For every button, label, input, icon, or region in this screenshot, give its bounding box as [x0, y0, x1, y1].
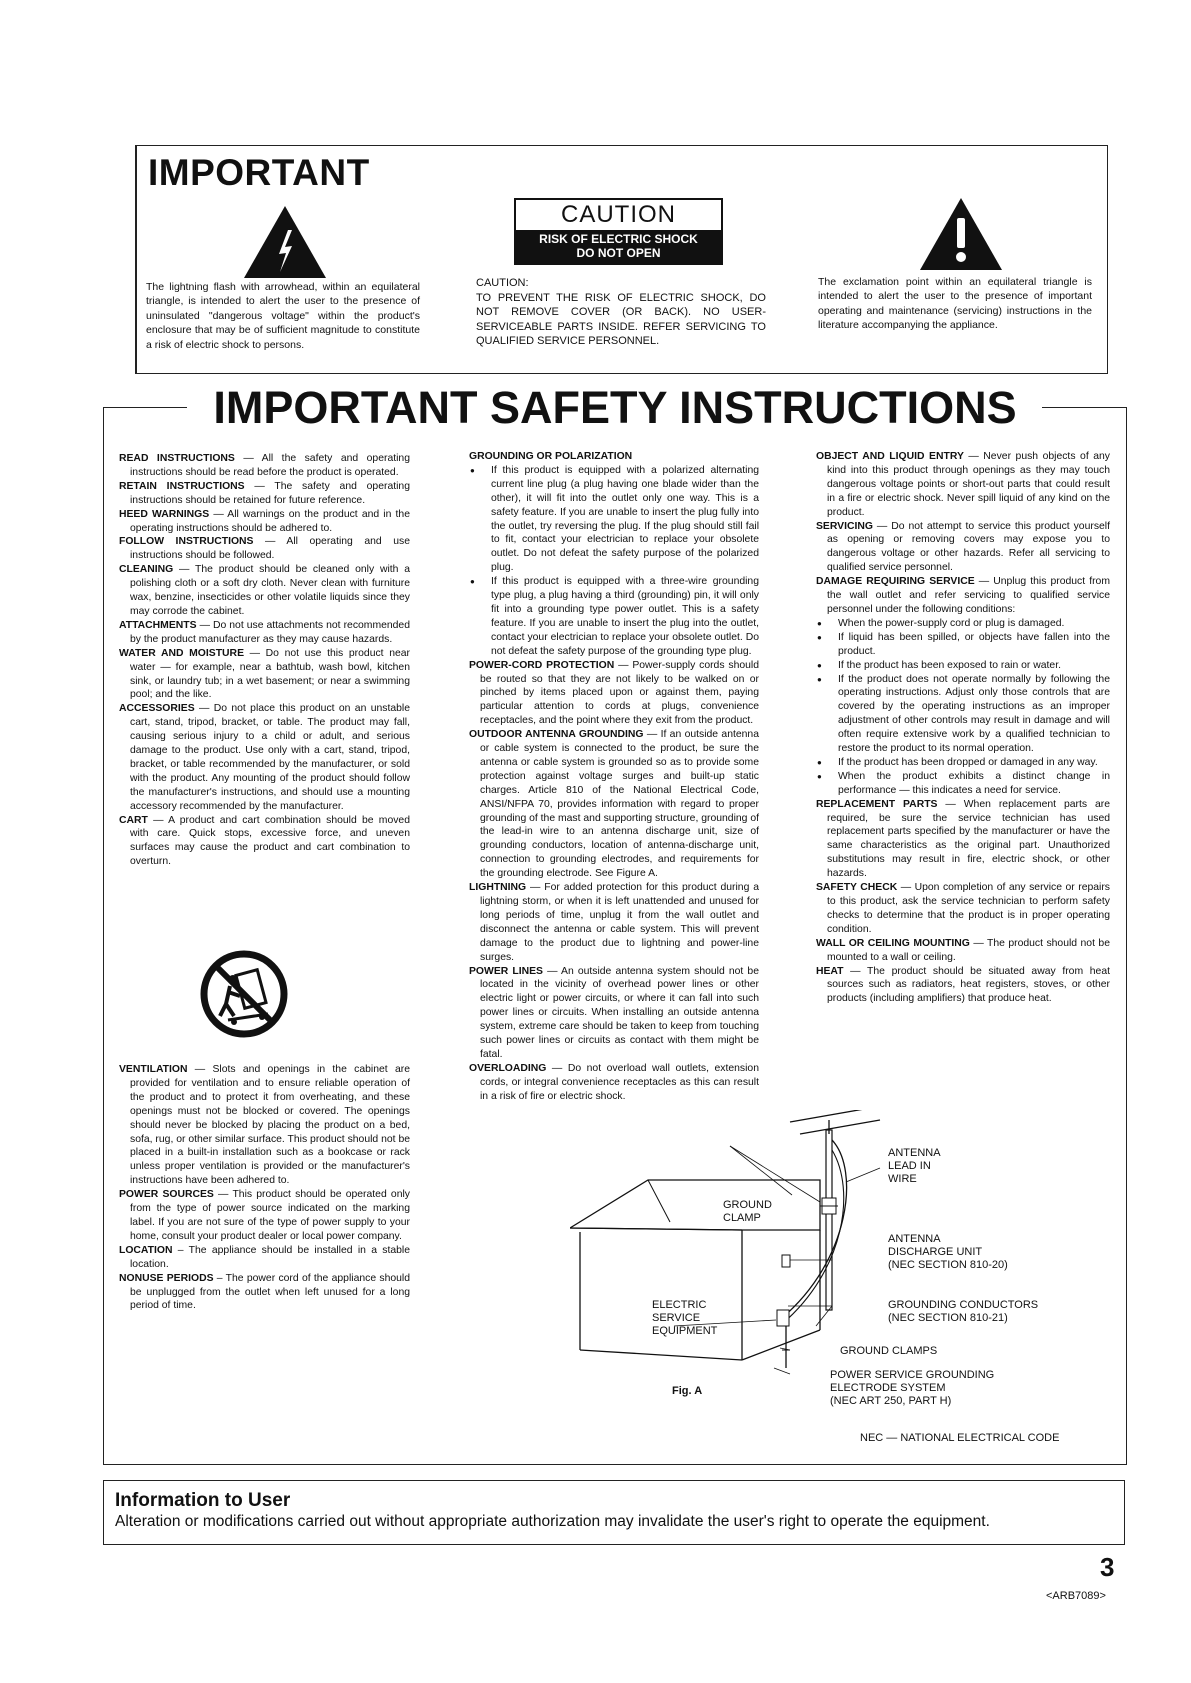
instruction-heading: POWER-CORD PROTECTION	[469, 659, 615, 671]
column-3	[816, 450, 1110, 1006]
page-number: 3	[1100, 1552, 1115, 1582]
instruction-text: — Never push objects of any kind into this product through openings as they may touch dangerous voltage points or short-out parts that could result in a fire or electric shock. Never spill liquid of any kind on the product.	[827, 451, 1110, 518]
instruction-text: — The product should be situated away from heat sources such as radiators, heat registers, stoves, or other products (including amplifiers) that produce heat.	[827, 965, 1110, 1005]
bullet-item: ● When the power-supply cord or plug is damaged.	[816, 617, 1110, 631]
safety-title: IMPORTANT SAFETY INSTRUCTIONS	[213, 382, 1017, 433]
instruction-text: — The product should not be mounted to a wall or ceiling.	[827, 937, 1110, 963]
instruction-text: — Unplug this product from the wall outlet and refer servicing to qualified service personnel under the following conditions:	[827, 576, 1110, 615]
bullet-item: ● If this product is equipped with a three-wire grounding type plug, a plug having a third (grounding) pin, it will only fit into a grounding type power outlet. This is a safety feature. If you are unable to insert the plug into the outlet, contact your electrician to replace your obsolete outlet. Do not defeat the safety purpose of the grounding type plug.	[469, 575, 759, 658]
lightning-triangle-icon	[242, 204, 328, 280]
instruction-heading: ACCESSORIES	[119, 703, 195, 715]
instruction-heading: LIGHTNING	[469, 882, 527, 894]
instruction-heading: VENTILATION	[119, 1064, 188, 1075]
label-ground-clamp: GROUND CLAMP	[723, 1199, 772, 1224]
instruction-text: — Do not overload wall outlets, extension cords, or integral convenience receptacles as this can result in a risk of fire or electric shock.	[480, 1062, 759, 1102]
instruction-item	[816, 520, 1110, 576]
caution-heading: CAUTION:	[476, 277, 529, 289]
instruction-text: — Upon completion of any service or repairs to this product, ask the service technician to perform safety checks to determine that the product is in proper operating condition.	[827, 882, 1111, 935]
instruction-text: — All warnings on the product and in the operating instructions should be adhered to.	[130, 508, 410, 534]
instruction-heading: DAMAGE REQUIRING SERVICE	[816, 576, 975, 588]
divider	[103, 407, 187, 408]
info-text: Alteration or modifications carried out without appropriate authorization may invalidate the user's right to operate the equipment.	[115, 1513, 990, 1530]
instruction-text: – The appliance should be installed in a stable location.	[130, 1244, 410, 1270]
cart-warning-icon	[200, 950, 288, 1038]
label-electric-service: ELECTRIC SERVICE EQUIPMENT	[652, 1299, 718, 1337]
instruction-text: — Power-supply cords should be routed so that they are not likely to be walked on or pinched by items placed upon or against them, paying particular attention to cords at plugs, convenience receptacles, and the point where they exit from the product.	[480, 659, 759, 727]
instruction-heading: HEAT	[816, 965, 844, 977]
bullet-item: ● If the product has been exposed to rain or water.	[816, 659, 1110, 673]
instruction-item	[816, 450, 1110, 520]
label-discharge-unit: ANTENNA DISCHARGE UNIT (NEC SECTION 810-20)	[888, 1233, 1008, 1271]
document-code: <ARB7089>	[1046, 1590, 1106, 1602]
instruction-text: — An outside antenna system should not be located in the vicinity of overhead power lines or other electric light or power circuits, or where it can fall into such power lines or circuits. When installing an outside antenna system, extreme care should be taken to keep from touching such power lines or circuits as contact with them might be fatal.	[480, 965, 759, 1060]
instruction-heading: POWER SOURCES	[119, 1189, 214, 1201]
service-conditions	[816, 617, 1110, 798]
instruction-text: — Do not use attachments not recommended by the product manufacturer as they may cause hazards.	[130, 619, 410, 645]
instruction-heading: SAFETY CHECK	[816, 882, 898, 894]
instruction-item	[469, 965, 759, 1062]
instruction-text: — Do not use this product near water — for example, near a bathtub, wash bowl, kitchen sink, or laundry tub; in a wet basement; or near a swimming pool; and the like.	[130, 647, 410, 701]
instruction-item	[119, 1188, 410, 1244]
instruction-item	[816, 937, 1110, 965]
nec-note: NEC — NATIONAL ELECTRICAL CODE	[860, 1432, 1060, 1444]
instruction-item	[816, 881, 1110, 937]
instruction-heading: OUTDOOR ANTENNA GROUNDING	[469, 729, 644, 741]
column-2	[469, 450, 759, 1104]
instruction-text: — Do not place this product on an unstable cart, stand, tripod, bracket, or table. The product may fall, causing serious injury to a child or adult, and serious damage to the product. Use only with a cart, stand, tripod, bracket, or table recommended by the manufacturer, or sold with the product. Any mounting of the product should follow the manufacturer's instructions, and should use a mounting accessory recommended by the manufacturer.	[130, 703, 410, 812]
label-ground-clamps: GROUND CLAMPS	[840, 1345, 938, 1357]
instruction-item	[816, 575, 1110, 617]
figure-caption: Fig. A	[672, 1385, 703, 1397]
instruction-heading: WATER AND MOISTURE	[119, 647, 244, 659]
instruction-heading: FOLLOW INSTRUCTIONS	[119, 536, 254, 548]
bullet-item: ● When the product exhibits a distinct change in performance — this indicates a need for service.	[816, 770, 1110, 798]
caution-word: CAUTION	[561, 201, 676, 228]
column-1-bottom	[119, 1063, 410, 1313]
instruction-text: — This product should be operated only from the type of power source indicated on the marking label. If you are not sure of the type of power supply to your home, consult your product dealer or local power company.	[130, 1189, 410, 1242]
instruction-heading: SERVICING	[816, 520, 873, 532]
instruction-item	[119, 702, 410, 813]
instruction-text: — The product should be cleaned only with a polishing cloth or a soft dry cloth. Never clean with furniture wax, benzine, insecticides or other volatile liquids since they may corrode the cabinet.	[130, 564, 410, 617]
instruction-item	[816, 798, 1110, 881]
instruction-heading: POWER LINES	[469, 965, 543, 977]
instruction-item	[119, 563, 410, 619]
instruction-item	[816, 965, 1110, 1007]
instruction-text: — When replacement parts are required, be sure the service technician has used replacement parts specified by the manufacturer or have the same characteristics as the original part. Unauthorized substitutions may result in fire, electric shock, or other hazards.	[827, 798, 1111, 880]
caution-text: TO PREVENT THE RISK OF ELECTRIC SHOCK, DO NOT REMOVE COVER (OR BACK). NO USER-SERVICEABLE PARTS INSIDE. REFER SERVICING TO QUALIFIED SERVICE PERSONNEL.	[476, 291, 766, 347]
instruction-heading: CLEANING	[119, 564, 174, 576]
label-grounding-conductors: GROUNDING CONDUCTORS (NEC SECTION 810-21)	[888, 1299, 1039, 1324]
instruction-heading: NONUSE PERIODS	[119, 1272, 214, 1284]
instruction-item	[469, 1062, 759, 1104]
instruction-heading: REPLACEMENT PARTS	[816, 798, 938, 810]
divider	[1042, 407, 1126, 408]
instruction-heading: CART	[119, 814, 148, 826]
instruction-text: — All the safety and operating instructions should be read before the product is operated.	[130, 453, 410, 478]
grounding-title: GROUNDING OR POLARIZATION	[469, 451, 633, 462]
bullet-item: ● If the product does not operate normally by following the operating instructions. Adjust only those controls that are covered by the operating instructions as an improper adjustment of other controls may result in damage and will often require extensive work by a qualified technician to restore the product to its normal operation.	[816, 673, 1110, 756]
instruction-item	[119, 814, 410, 870]
caution-band-line1: RISK OF ELECTRIC SHOCK	[539, 232, 698, 246]
instruction-text: — Slots and openings in the cabinet are provided for ventilation and to ensure reliable operation of the product and to protect it from overheating, and these openings must not be blocked or covered. The openings should never be blocked by placing the product on a bed, sofa, rug, or other similar surface. This product should not be placed in a built-in installation such as a bookcase or rack unless proper ventilation is provided or the manufacturer's instructions have been adhered to.	[130, 1064, 410, 1187]
instruction-item	[119, 647, 410, 703]
instruction-heading: READ INSTRUCTIONS	[119, 453, 235, 464]
caution-label-box	[514, 198, 723, 265]
caution-band-line2: DO NOT OPEN	[576, 246, 661, 260]
instruction-text: — Do not attempt to service this product yourself as opening or removing covers may expose you to dangerous voltage or other hazards. Refer all servicing to qualified service personnel.	[827, 520, 1110, 574]
instruction-text: — If an outside antenna or cable system is connected to the product, be sure the antenna or cable system is grounded so as to provide some protection against voltage surges and built-up static charges. Article 810 of the National Electrical Code, ANSI/NFPA 70, provides information with regard to proper grounding of the mast and supporting structure, grounding of the lead-in wire to an antenna discharge unit, size of grounding conductors, location of antenna-discharge unit, connection to grounding electrodes, and requirements for the grounding electrode. See Figure A.	[480, 729, 759, 880]
caution-statement	[476, 276, 766, 349]
exclamation-triangle-icon	[918, 196, 1004, 272]
instruction-item	[469, 728, 759, 881]
instruction-heading: LOCATION	[119, 1244, 173, 1256]
info-title: Information to User	[115, 1490, 291, 1511]
instruction-item	[119, 1063, 410, 1188]
instruction-text: — The safety and operating instructions should be retained for future reference.	[130, 480, 410, 506]
lightning-explanation: The lightning flash with arrowhead, within an equilateral triangle, is intended to alert the user to the presence of uninsulated "dangerous voltage" within the product's enclosure that may be of sufficient magnitude to constitute a risk of electric shock to persons.	[146, 281, 420, 351]
instruction-heading: WALL OR CEILING MOUNTING	[816, 937, 970, 949]
column-1-top	[119, 452, 410, 869]
instruction-heading: HEED WARNINGS	[119, 508, 210, 520]
instruction-item	[119, 452, 410, 480]
instruction-item	[119, 480, 410, 508]
instruction-item	[119, 1272, 410, 1314]
instruction-heading: ATTACHMENTS	[119, 619, 197, 631]
instruction-text: — A product and cart combination should be moved with care. Quick stops, excessive force, and uneven surfaces may cause the product and cart combination to overturn.	[130, 814, 410, 868]
grounding-bullets	[469, 464, 759, 659]
instruction-heading: RETAIN INSTRUCTIONS	[119, 480, 245, 492]
instruction-heading: OBJECT AND LIQUID ENTRY	[816, 451, 964, 462]
bullet-item: ● If the product has been dropped or damaged in any way.	[816, 756, 1110, 770]
bullet-item: ● If liquid has been spilled, or objects have fallen into the product.	[816, 631, 1110, 659]
instruction-item	[119, 1244, 410, 1272]
instruction-item	[119, 619, 410, 647]
instruction-item	[469, 659, 759, 729]
instruction-item	[119, 508, 410, 536]
bullet-item: ● If this product is equipped with a polarized alternating current line plug (a plug having one blade wider than the other), it will fit into the outlet only one way. This is a safety feature. If you are unable to insert the plug fully into the outlet, try reversing the plug. If the plug should still fail to fit, contact your electrician to replace your obsolete outlet. Do not defeat the safety purpose of the polarized plug.	[469, 464, 759, 575]
instruction-item	[469, 881, 759, 964]
label-electrode-system: POWER SERVICE GROUNDING ELECTRODE SYSTEM (NEC ART 250, PART H)	[830, 1369, 995, 1407]
instruction-text: – The power cord of the appliance should be unplugged from the outlet when left unused for a long period of time.	[130, 1272, 410, 1312]
instruction-text: — All operating and use instructions should be followed.	[130, 536, 410, 562]
important-title: IMPORTANT	[148, 152, 370, 193]
instruction-item	[119, 535, 410, 563]
exclamation-explanation: The exclamation point within an equilateral triangle is intended to alert the user to the presence of important operating and maintenance (servicing) instructions in the literature accompanying the appliance.	[818, 276, 1092, 332]
label-antenna-lead: ANTENNA LEAD IN WIRE	[888, 1147, 941, 1185]
instruction-heading: OVERLOADING	[469, 1062, 547, 1074]
caution-band	[516, 230, 721, 263]
instruction-text: — For added protection for this product during a lightning storm, or when it is left unattended and unused for long periods of time, unplug it from the wall outlet and disconnect the antenna or cable system. This will prevent damage to the product due to lightning and power-line surges.	[480, 882, 759, 963]
